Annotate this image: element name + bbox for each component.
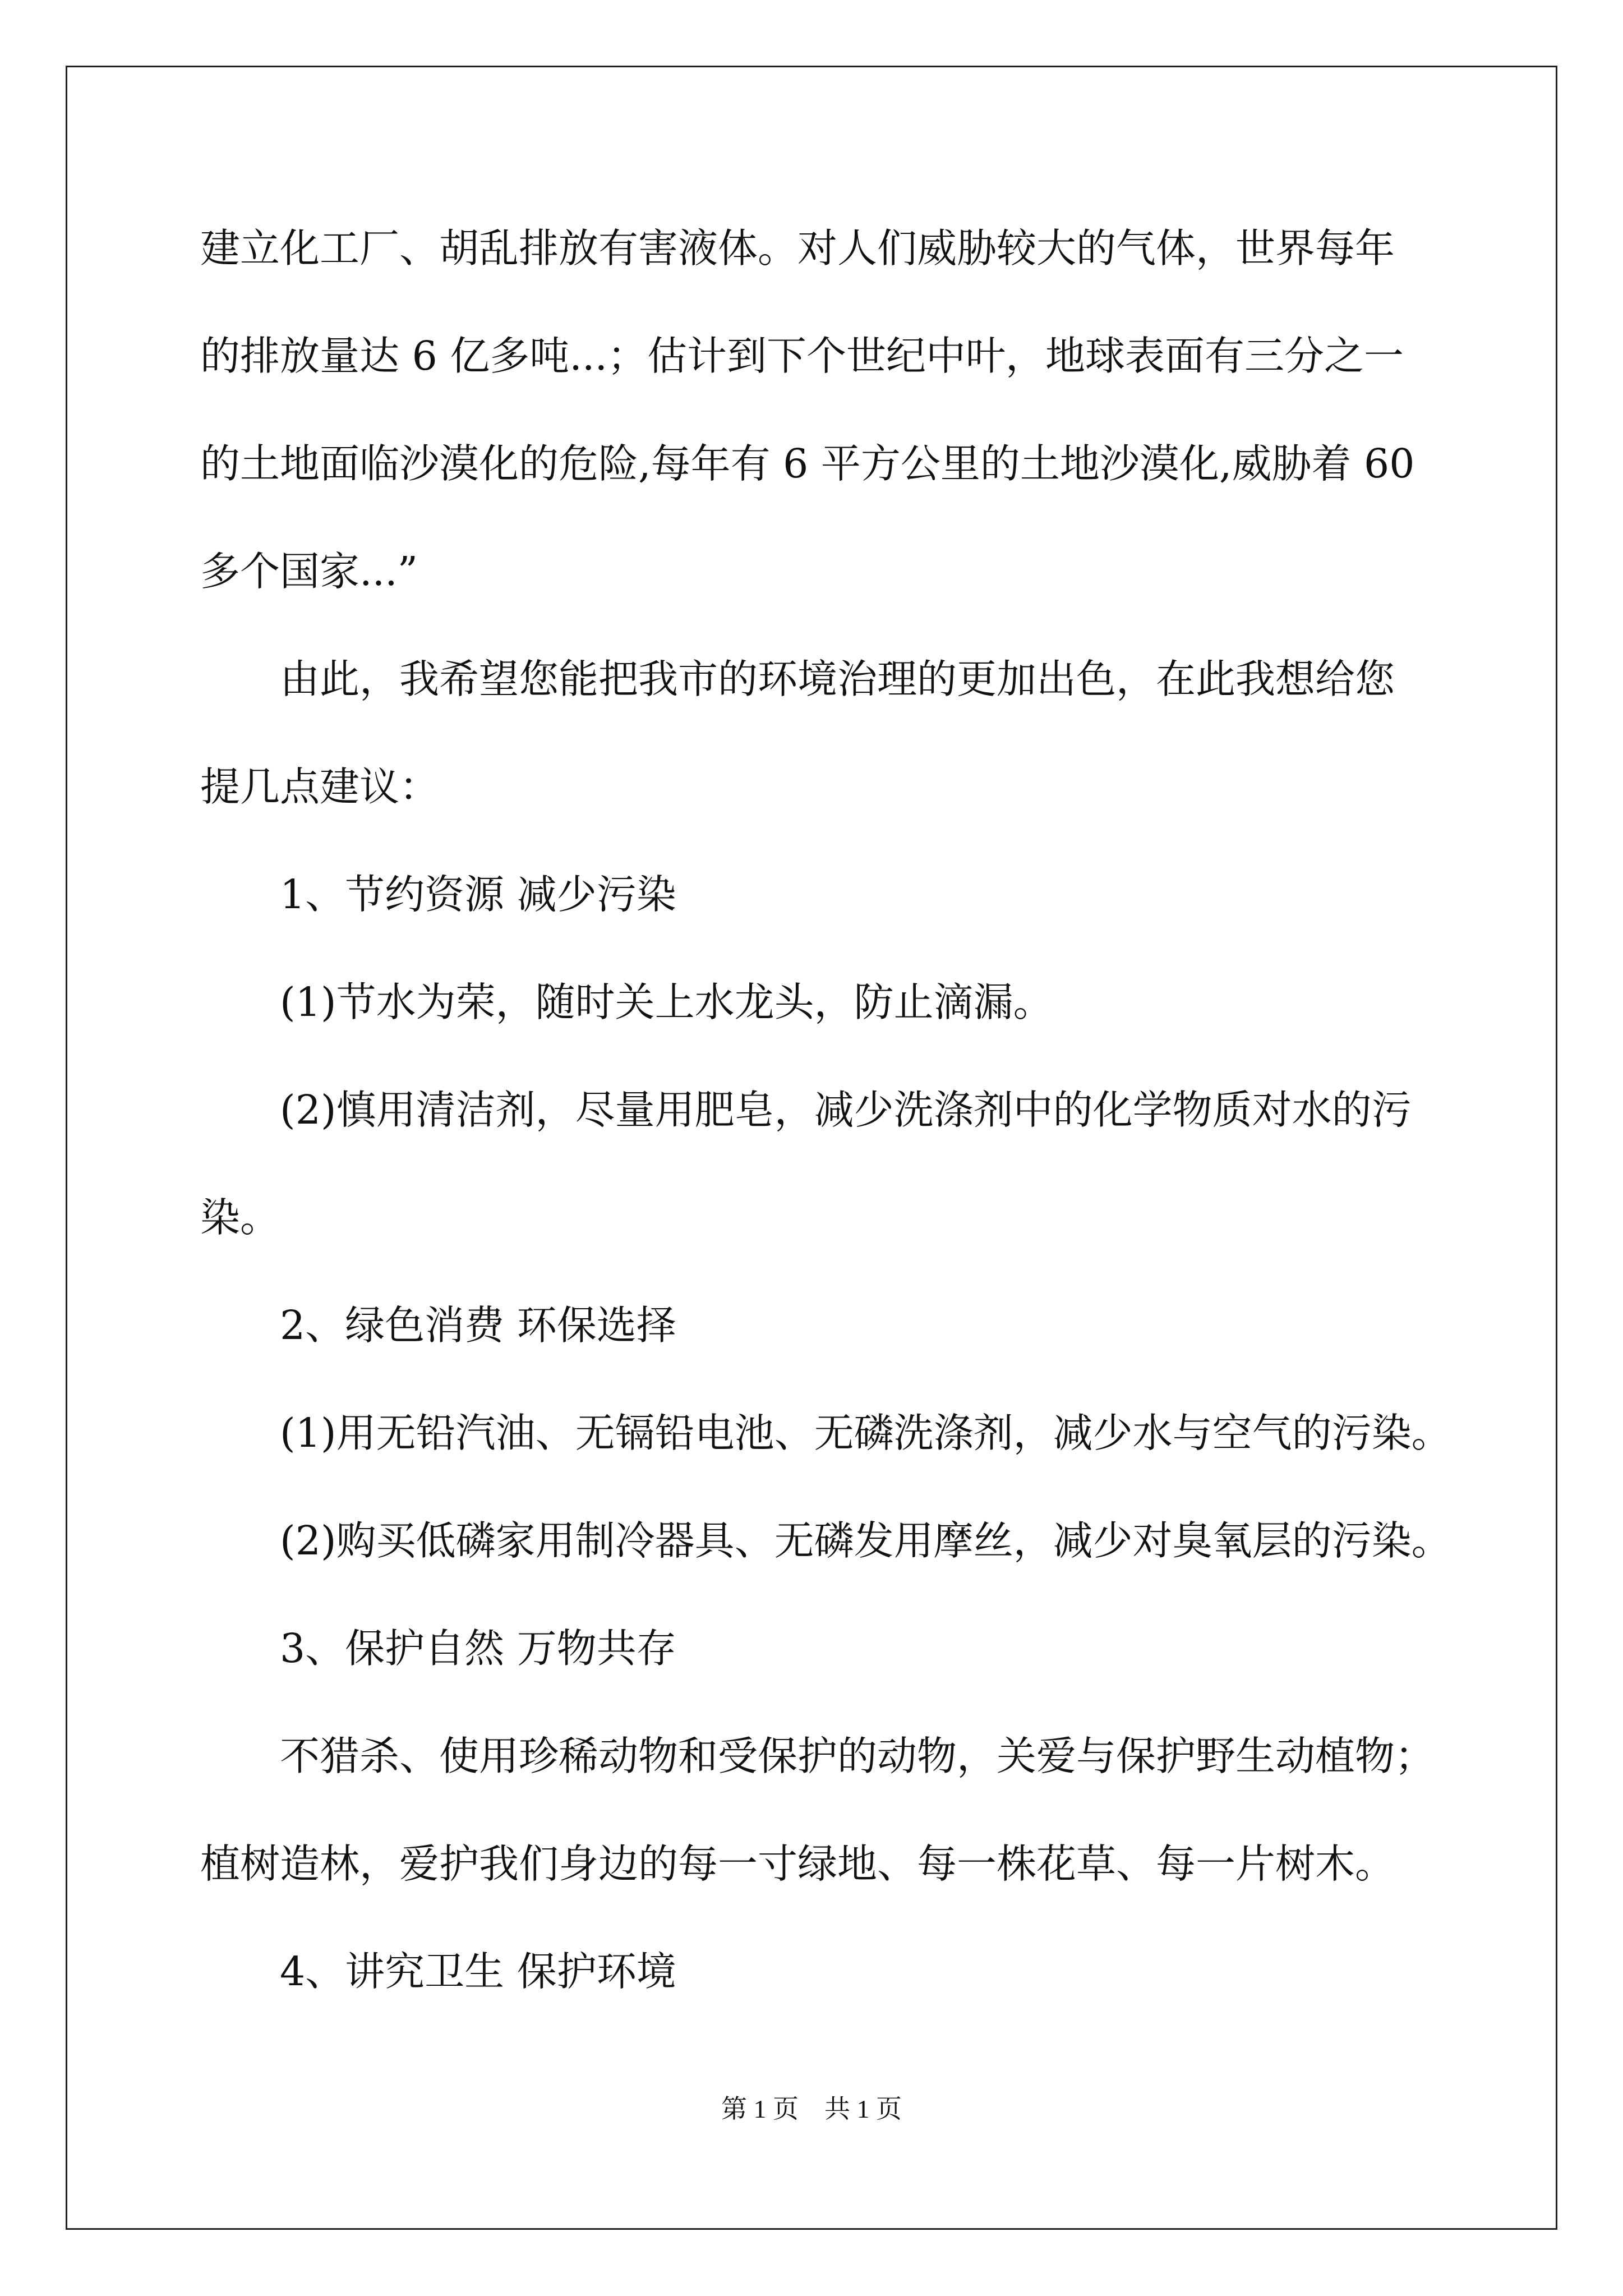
list-item: (2)购买低磷家用制冷器具、无磷发用摩丝，减少对臭氧层的污染。 (280, 1517, 1451, 1564)
section-heading-4: 4、讲究卫生 保护环境 (280, 1948, 676, 1995)
text-line: 的土地面临沙漠化的危险,每年有 6 平方公里的土地沙漠化,威胁着 60 (200, 440, 1415, 487)
text-line: 的排放量达 6 亿多吨...；估计到下个世纪中叶，地球表面有三分之一 (200, 333, 1404, 379)
text-line: 染。 (200, 1194, 280, 1241)
list-item: (2)慎用清洁剂，尽量用肥皂，减少洗涤剂中的化学物质对水的污 (280, 1087, 1412, 1133)
section-heading-2: 2、绿色消费 环保选择 (280, 1302, 676, 1349)
paragraph-start: 不猎杀、使用珍稀动物和受保护的动物，关爱与保护野生动植物； (280, 1733, 1435, 1779)
page-footer: 第 1 页 共 1 页 (721, 2095, 902, 2123)
list-item: (1)节水为荣，随时关上水龙头，防止滴漏。 (280, 979, 1053, 1025)
section-heading-1: 1、节约资源 减少污染 (280, 871, 676, 918)
section-heading-3: 3、保护自然 万物共存 (280, 1625, 676, 1672)
paragraph-start: 由此，我希望您能把我市的环境治理的更加出色，在此我想给您 (280, 656, 1395, 702)
text-line: 多个国家...” (200, 548, 418, 595)
page-border (66, 66, 1557, 2230)
text-line: 提几点建议： (200, 763, 440, 810)
list-item: (1)用无铅汽油、无镉铅电池、无磷洗涤剂，减少水与空气的污染。 (280, 1410, 1451, 1456)
text-line: 植树造林，爱护我们身边的每一寸绿地、每一株花草、每一片树木。 (200, 1841, 1395, 1887)
text-line: 建立化工厂、胡乱排放有害液体。对人们威胁较大的气体，世界每年 (200, 225, 1395, 272)
